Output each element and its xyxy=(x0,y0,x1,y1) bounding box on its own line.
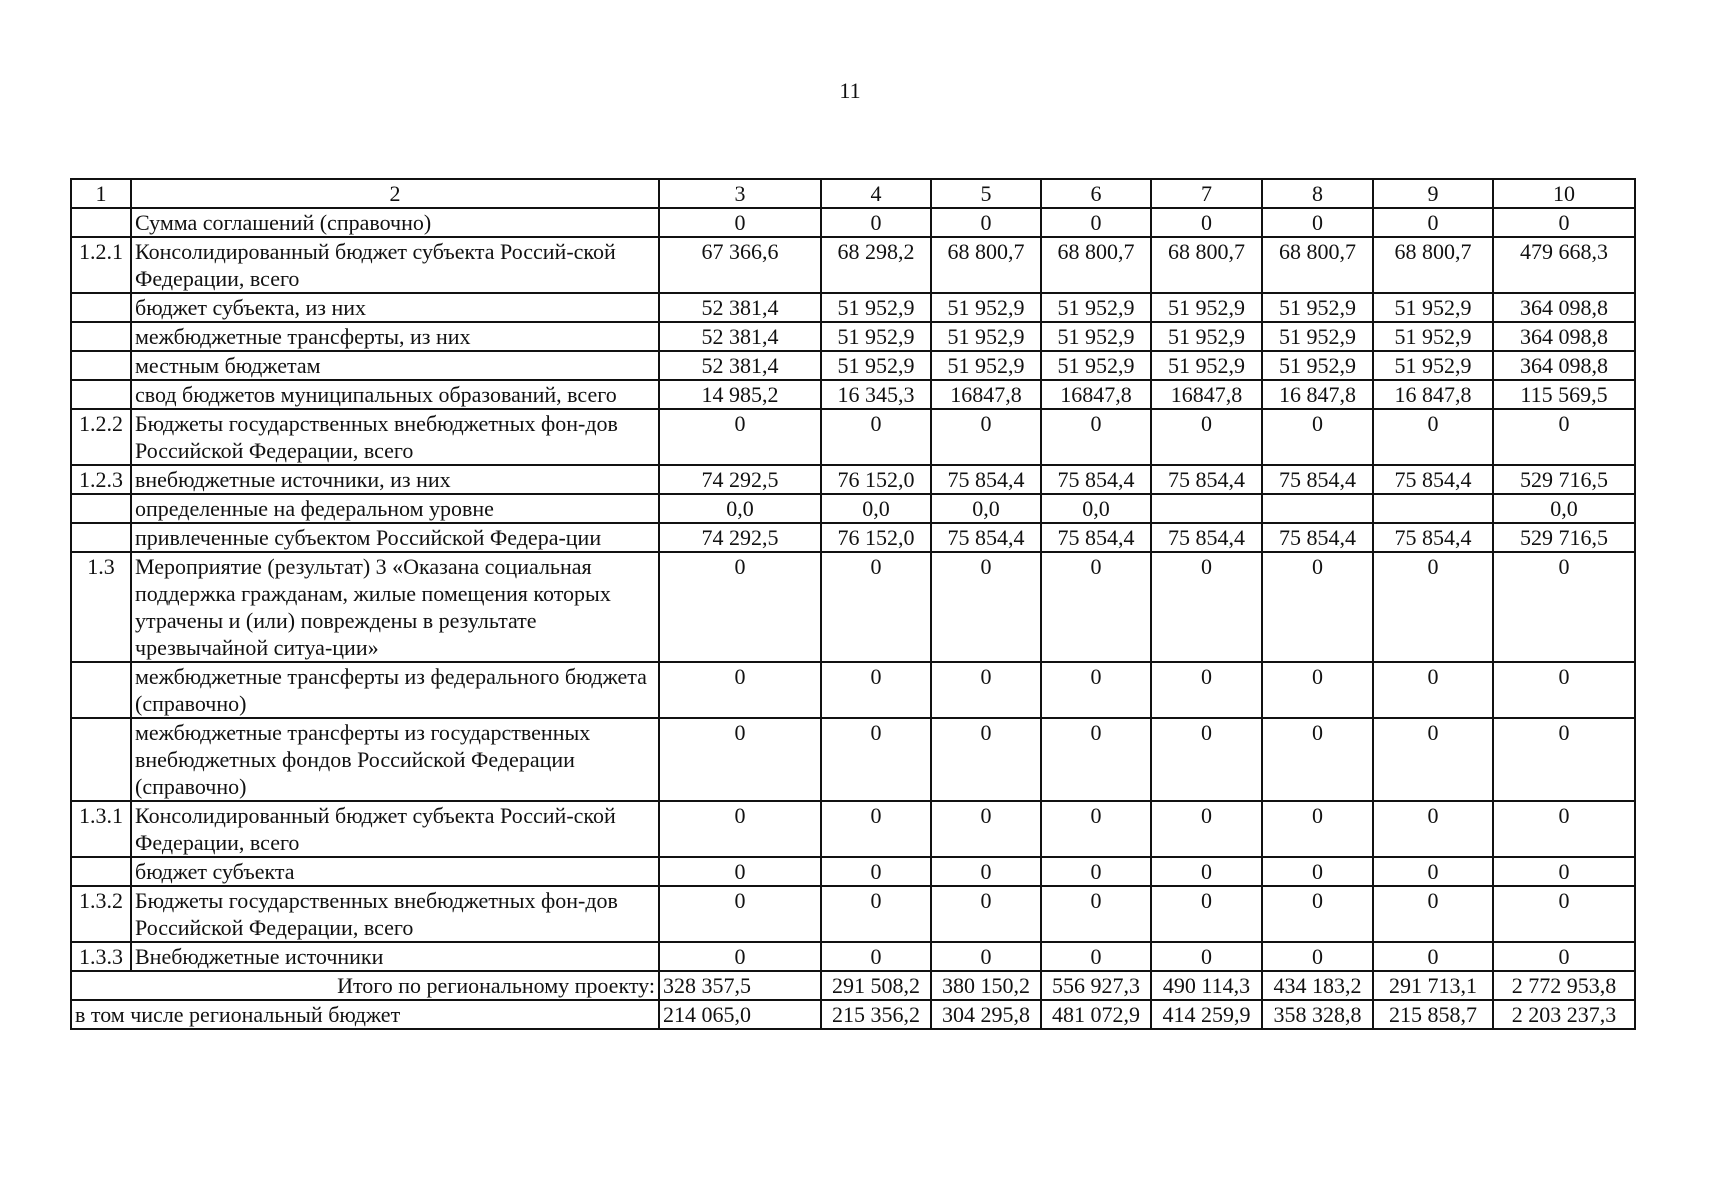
value-cell: 0,0 xyxy=(931,494,1041,523)
table-row xyxy=(71,662,1635,718)
value-cell: 51 952,9 xyxy=(1041,322,1151,351)
row-code xyxy=(71,523,131,552)
row-code xyxy=(71,857,131,886)
value-cell: 51 952,9 xyxy=(1151,351,1262,380)
value-cell: 0 xyxy=(1493,857,1635,886)
table-row xyxy=(71,552,1635,662)
total-value-cell: 291 713,1 xyxy=(1373,971,1493,1000)
total-value-cell: 380 150,2 xyxy=(931,971,1041,1000)
value-cell: 51 952,9 xyxy=(1373,293,1493,322)
row-code xyxy=(71,662,131,718)
value-cell: 0 xyxy=(931,718,1041,801)
table-row xyxy=(71,942,1635,971)
value-cell: 14 985,2 xyxy=(659,380,821,409)
header-cell: 4 xyxy=(821,179,931,208)
regional-budget-value-cell: 215 356,2 xyxy=(821,1000,931,1029)
table-row xyxy=(71,801,1635,857)
value-cell: 75 854,4 xyxy=(1262,465,1373,494)
value-cell xyxy=(1373,494,1493,523)
value-cell: 75 854,4 xyxy=(931,523,1041,552)
regional-budget-value-cell: 2 203 237,3 xyxy=(1493,1000,1635,1029)
value-cell: 16 847,8 xyxy=(1262,380,1373,409)
value-cell: 68 800,7 xyxy=(1151,237,1262,293)
value-cell: 51 952,9 xyxy=(821,322,931,351)
value-cell: 0 xyxy=(1262,409,1373,465)
value-cell: 52 381,4 xyxy=(659,322,821,351)
row-code xyxy=(71,322,131,351)
value-cell: 0 xyxy=(1373,409,1493,465)
regional-budget-value-cell: 481 072,9 xyxy=(1041,1000,1151,1029)
value-cell: 0 xyxy=(659,718,821,801)
regional-budget-value-cell: 414 259,9 xyxy=(1151,1000,1262,1029)
value-cell: 0 xyxy=(1373,857,1493,886)
value-cell: 0 xyxy=(659,552,821,662)
value-cell: 0 xyxy=(1151,552,1262,662)
value-cell: 0 xyxy=(931,662,1041,718)
value-cell: 0 xyxy=(659,857,821,886)
budget-table xyxy=(70,178,1636,1030)
row-code: 1.2.1 xyxy=(71,237,131,293)
value-cell: 0 xyxy=(1262,552,1373,662)
row-code xyxy=(71,380,131,409)
value-cell: 68 800,7 xyxy=(931,237,1041,293)
value-cell: 0 xyxy=(821,208,931,237)
row-name: определенные на федеральном уровне xyxy=(131,494,659,523)
value-cell: 0 xyxy=(659,886,821,942)
header-cell: 1 xyxy=(71,179,131,208)
total-value-cell: 434 183,2 xyxy=(1262,971,1373,1000)
value-cell: 364 098,8 xyxy=(1493,293,1635,322)
row-code: 1.3.3 xyxy=(71,942,131,971)
value-cell: 75 854,4 xyxy=(1041,465,1151,494)
value-cell: 51 952,9 xyxy=(931,351,1041,380)
value-cell: 0 xyxy=(659,409,821,465)
header-cell: 3 xyxy=(659,179,821,208)
row-code: 1.2.3 xyxy=(71,465,131,494)
table-row xyxy=(71,886,1635,942)
value-cell: 0 xyxy=(1151,208,1262,237)
row-code xyxy=(71,718,131,801)
value-cell: 0 xyxy=(1262,718,1373,801)
value-cell: 75 854,4 xyxy=(1041,523,1151,552)
value-cell: 0 xyxy=(821,662,931,718)
total-value-cell: 556 927,3 xyxy=(1041,971,1151,1000)
value-cell: 51 952,9 xyxy=(931,322,1041,351)
value-cell: 0 xyxy=(931,942,1041,971)
total-value-cell: 291 508,2 xyxy=(821,971,931,1000)
value-cell xyxy=(1262,494,1373,523)
value-cell: 74 292,5 xyxy=(659,465,821,494)
value-cell: 0 xyxy=(821,718,931,801)
value-cell: 51 952,9 xyxy=(821,351,931,380)
value-cell: 52 381,4 xyxy=(659,293,821,322)
value-cell: 0 xyxy=(1151,662,1262,718)
value-cell: 16 345,3 xyxy=(821,380,931,409)
regional-budget-row xyxy=(71,1000,1635,1029)
value-cell: 0 xyxy=(1493,208,1635,237)
table-row xyxy=(71,718,1635,801)
table-row xyxy=(71,857,1635,886)
row-name: Бюджеты государственных внебюджетных фон-дов Российской Федерации, всего xyxy=(131,886,659,942)
value-cell: 0 xyxy=(821,942,931,971)
row-name: Внебюджетные источники xyxy=(131,942,659,971)
value-cell: 0,0 xyxy=(821,494,931,523)
regional-budget-label: в том числе региональный бюджет xyxy=(71,1000,659,1029)
value-cell: 0 xyxy=(1493,942,1635,971)
value-cell: 0 xyxy=(1262,208,1373,237)
value-cell: 0 xyxy=(1041,718,1151,801)
value-cell: 0 xyxy=(1151,886,1262,942)
value-cell: 0 xyxy=(1041,886,1151,942)
value-cell: 16847,8 xyxy=(1041,380,1151,409)
row-name: свод бюджетов муниципальных образований, всего xyxy=(131,380,659,409)
header-cell: 7 xyxy=(1151,179,1262,208)
value-cell: 0,0 xyxy=(659,494,821,523)
regional-budget-value-cell: 214 065,0 xyxy=(659,1000,821,1029)
value-cell: 0,0 xyxy=(1041,494,1151,523)
row-code: 1.3 xyxy=(71,552,131,662)
value-cell: 364 098,8 xyxy=(1493,322,1635,351)
value-cell: 0 xyxy=(1262,801,1373,857)
value-cell: 52 381,4 xyxy=(659,351,821,380)
header-cell: 9 xyxy=(1373,179,1493,208)
value-cell: 16847,8 xyxy=(931,380,1041,409)
value-cell: 0 xyxy=(821,857,931,886)
table-row xyxy=(71,465,1635,494)
value-cell: 0 xyxy=(931,886,1041,942)
table-row xyxy=(71,523,1635,552)
value-cell: 529 716,5 xyxy=(1493,523,1635,552)
value-cell: 0 xyxy=(1373,886,1493,942)
row-name: межбюджетные трансферты, из них xyxy=(131,322,659,351)
table-row xyxy=(71,351,1635,380)
value-cell: 51 952,9 xyxy=(1151,322,1262,351)
table-row xyxy=(71,237,1635,293)
row-name: бюджет субъекта xyxy=(131,857,659,886)
row-name: Бюджеты государственных внебюджетных фон-дов Российской Федерации, всего xyxy=(131,409,659,465)
row-code: 1.3.2 xyxy=(71,886,131,942)
value-cell: 0 xyxy=(1262,662,1373,718)
value-cell: 75 854,4 xyxy=(931,465,1041,494)
row-name: внебюджетные источники, из них xyxy=(131,465,659,494)
value-cell: 67 366,6 xyxy=(659,237,821,293)
value-cell: 0 xyxy=(821,886,931,942)
value-cell: 68 800,7 xyxy=(1262,237,1373,293)
row-name: Консолидированный бюджет субъекта Россий-ской Федерации, всего xyxy=(131,801,659,857)
value-cell: 364 098,8 xyxy=(1493,351,1635,380)
value-cell: 0 xyxy=(1041,857,1151,886)
table-row xyxy=(71,409,1635,465)
value-cell: 75 854,4 xyxy=(1373,523,1493,552)
row-code xyxy=(71,351,131,380)
value-cell: 51 952,9 xyxy=(1262,293,1373,322)
value-cell: 75 854,4 xyxy=(1262,523,1373,552)
value-cell: 51 952,9 xyxy=(931,293,1041,322)
value-cell: 0 xyxy=(1041,801,1151,857)
row-code xyxy=(71,494,131,523)
value-cell: 0 xyxy=(1493,409,1635,465)
row-name: Мероприятие (результат) 3 «Оказана социальная поддержка гражданам, жилые помещения которых утрачены и (или) повреждены в результате чрезвычайной ситуа-ции» xyxy=(131,552,659,662)
value-cell: 51 952,9 xyxy=(1041,351,1151,380)
value-cell: 0 xyxy=(931,208,1041,237)
total-value-cell: 328 357,5 xyxy=(659,971,821,1000)
header-cell: 6 xyxy=(1041,179,1151,208)
value-cell: 51 952,9 xyxy=(1262,351,1373,380)
value-cell: 0 xyxy=(659,801,821,857)
value-cell: 529 716,5 xyxy=(1493,465,1635,494)
row-name: привлеченные субъектом Российской Федера-ции xyxy=(131,523,659,552)
value-cell: 68 298,2 xyxy=(821,237,931,293)
value-cell: 0 xyxy=(1493,801,1635,857)
value-cell: 0,0 xyxy=(1493,494,1635,523)
total-value-cell: 490 114,3 xyxy=(1151,971,1262,1000)
value-cell: 76 152,0 xyxy=(821,465,931,494)
table-row xyxy=(71,293,1635,322)
value-cell: 0 xyxy=(1041,552,1151,662)
value-cell: 0 xyxy=(931,409,1041,465)
value-cell: 0 xyxy=(1041,208,1151,237)
value-cell: 0 xyxy=(1373,942,1493,971)
value-cell: 75 854,4 xyxy=(1151,465,1262,494)
value-cell: 0 xyxy=(821,409,931,465)
header-cell: 8 xyxy=(1262,179,1373,208)
header-cell: 10 xyxy=(1493,179,1635,208)
table-row xyxy=(71,494,1635,523)
value-cell: 0 xyxy=(1041,662,1151,718)
value-cell: 0 xyxy=(931,857,1041,886)
page-number: 11 xyxy=(839,78,861,103)
table-row xyxy=(71,322,1635,351)
row-name: бюджет субъекта, из них xyxy=(131,293,659,322)
value-cell: 51 952,9 xyxy=(1262,322,1373,351)
value-cell: 75 854,4 xyxy=(1151,523,1262,552)
row-name: Сумма соглашений (справочно) xyxy=(131,208,659,237)
value-cell: 479 668,3 xyxy=(1493,237,1635,293)
value-cell: 0 xyxy=(1151,718,1262,801)
value-cell: 68 800,7 xyxy=(1373,237,1493,293)
header-cell: 2 xyxy=(131,179,659,208)
value-cell: 0 xyxy=(1151,942,1262,971)
value-cell: 51 952,9 xyxy=(1373,351,1493,380)
value-cell: 0 xyxy=(1041,409,1151,465)
value-cell: 0 xyxy=(1493,552,1635,662)
row-code: 1.2.2 xyxy=(71,409,131,465)
row-name: межбюджетные трансферты из федерального бюджета (справочно) xyxy=(131,662,659,718)
value-cell: 0 xyxy=(659,208,821,237)
value-cell: 51 952,9 xyxy=(1373,322,1493,351)
value-cell: 0 xyxy=(1151,409,1262,465)
value-cell: 0 xyxy=(1493,662,1635,718)
value-cell: 0 xyxy=(1262,857,1373,886)
value-cell: 16 847,8 xyxy=(1373,380,1493,409)
row-name: Консолидированный бюджет субъекта Россий-ской Федерации, всего xyxy=(131,237,659,293)
value-cell: 0 xyxy=(1041,942,1151,971)
regional-budget-value-cell: 358 328,8 xyxy=(1262,1000,1373,1029)
value-cell: 68 800,7 xyxy=(1041,237,1151,293)
row-code xyxy=(71,208,131,237)
value-cell: 0 xyxy=(821,552,931,662)
row-name: межбюджетные трансферты из государственных внебюджетных фондов Российской Федерации (справочно) xyxy=(131,718,659,801)
table-header-row xyxy=(71,179,1635,208)
value-cell: 115 569,5 xyxy=(1493,380,1635,409)
row-code xyxy=(71,293,131,322)
value-cell: 0 xyxy=(1373,208,1493,237)
value-cell: 0 xyxy=(1373,801,1493,857)
value-cell: 16847,8 xyxy=(1151,380,1262,409)
value-cell: 51 952,9 xyxy=(1041,293,1151,322)
value-cell: 0 xyxy=(1151,857,1262,886)
value-cell: 75 854,4 xyxy=(1373,465,1493,494)
row-name: местным бюджетам xyxy=(131,351,659,380)
total-label: Итого по региональному проекту: xyxy=(71,971,659,1000)
header-cell: 5 xyxy=(931,179,1041,208)
value-cell: 0 xyxy=(931,801,1041,857)
value-cell: 51 952,9 xyxy=(821,293,931,322)
row-code: 1.3.1 xyxy=(71,801,131,857)
value-cell: 0 xyxy=(1493,718,1635,801)
regional-budget-value-cell: 304 295,8 xyxy=(931,1000,1041,1029)
value-cell: 0 xyxy=(1262,886,1373,942)
value-cell: 0 xyxy=(931,552,1041,662)
value-cell: 0 xyxy=(1373,662,1493,718)
table-row xyxy=(71,380,1635,409)
value-cell: 0 xyxy=(1262,942,1373,971)
value-cell: 76 152,0 xyxy=(821,523,931,552)
total-row xyxy=(71,971,1635,1000)
value-cell: 0 xyxy=(1151,801,1262,857)
value-cell: 0 xyxy=(821,801,931,857)
table-row xyxy=(71,208,1635,237)
value-cell: 0 xyxy=(1373,552,1493,662)
value-cell: 0 xyxy=(659,662,821,718)
total-value-cell: 2 772 953,8 xyxy=(1493,971,1635,1000)
value-cell xyxy=(1151,494,1262,523)
regional-budget-value-cell: 215 858,7 xyxy=(1373,1000,1493,1029)
value-cell: 0 xyxy=(1493,886,1635,942)
value-cell: 51 952,9 xyxy=(1151,293,1262,322)
value-cell: 0 xyxy=(1373,718,1493,801)
value-cell: 0 xyxy=(659,942,821,971)
value-cell: 74 292,5 xyxy=(659,523,821,552)
